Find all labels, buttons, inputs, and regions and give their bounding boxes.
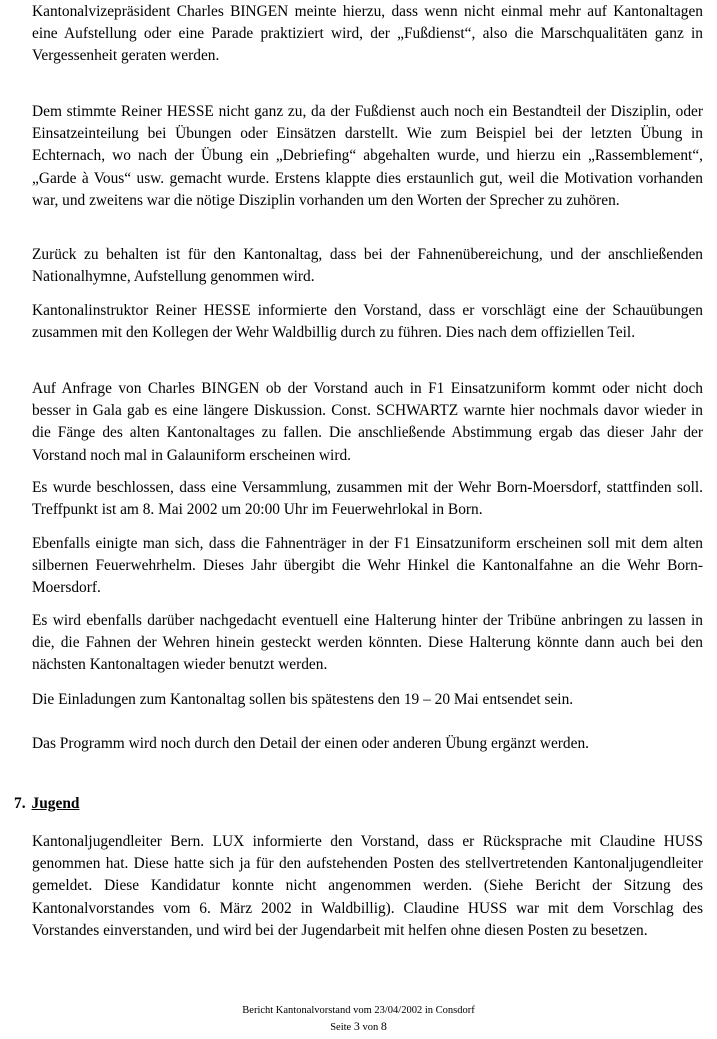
paragraph-5: Auf Anfrage von Charles BINGEN ob der Vorstand auch in F1 Einsatzuniform kommt oder nicht doch besser in Gala gab es eine längere Diskussion. Const. SCHWARTZ warnte hier nochmals davor wieder in die Fänge des alten Kantonaltages zu fallen. Die anschließende Abstimmung ergab das dieser Jahr der Vorstand noch mal in Galauniform erscheinen wird.: [32, 380, 703, 464]
paragraph-1: Kantonalvizepräsident Charles BINGEN meinte hierzu, dass wenn nicht einmal mehr auf Kantonaltagen eine Aufstellung oder eine Parade praktiziert wird, der „Fußdienst“, also die Marschqualitäten ganz in Vergessenheit geraten werden.: [32, 3, 703, 65]
paragraph-9: Die Einladungen zum Kantonaltag sollen bis spätestens den 19 – 20 Mai entsendet sein.: [32, 691, 574, 708]
page-total: 8: [380, 1019, 387, 1033]
section-paragraph: Kantonaljugendleiter Bern. LUX informierte den Vorstand, dass er Rücksprache mit Claudine HUSS genommen hat. Diese hatte sich ja für den aufstehenden Posten des stellvertretenden Kantonaljugendleiter gemeldet. Diese Kandidatur konnte nicht angenommen werden. (Siehe Bericht der Sitzung des Kantonalvorstandes vom 6. März 2002 in Waldbillig). Claudine HUSS war mit dem Vorschlag des Vorstandes einverstanden, und wird bei der Jugendarbeit mit helfen ohne diesen Posten zu besetzen.: [32, 833, 703, 939]
page-current: 3: [353, 1019, 360, 1033]
paragraph-6: Es wurde beschlossen, dass eine Versammlung, zusammen mit der Wehr Born-Moersdorf, stattfinden soll. Treffpunkt ist am 8. Mai 2002 um 20:00 Uhr im Feuerwehrlokal in Born.: [32, 479, 703, 519]
page-label: Seite: [330, 1022, 352, 1033]
section-heading: [14, 793, 79, 815]
paragraph-10: Das Programm wird noch durch den Detail der einen oder anderen Übung ergänzt werden.: [32, 735, 590, 752]
paragraph-2: Dem stimmte Reiner HESSE nicht ganz zu, da der Fußdienst auch noch ein Bestandteil der Disziplin, oder Einsatzeinteilung bei Übungen oder Einsätzen darstellt. Wie zum Beispiel bei der letzten Übung in Echternach, wo nach der Übung ein „Debriefing“ abgehalten wurde, und hierzu ein „Rassemblement“, „Garde à Vous“ usw. gemacht wurde. Erstens klappte dies erstaunlich gut, weil die Motivation vorhanden war, und zweitens war die nötige Disziplin vorhanden um den Worten der Sprecher zu zuhören.: [32, 103, 703, 209]
section-number: 7.: [14, 795, 26, 812]
paragraph-7: Ebenfalls einigte man sich, dass die Fahnenträger in der F1 Einsatzuniform erscheinen soll mit dem alten silbernen Feuerwehrhelm. Dieses Jahr übergibt die Wehr Hinkel die Kantonalfahne an die Wehr Born-Moersdorf.: [32, 535, 703, 597]
footer-report-title: Bericht Kantonalvorstand vom 23/04/2002 in Consdorf: [242, 1005, 475, 1016]
paragraph-3: Zurück zu behalten ist für den Kantonaltag, dass bei der Fahnenübereichung, und der anschließenden Nationalhymne, Aufstellung genommen wird.: [32, 246, 703, 286]
paragraph-8: Es wird ebenfalls darüber nachgedacht eventuell eine Halterung hinter der Tribüne anbringen zu lassen in die, die Fahnen der Wehren hinein gesteckt werden könnten. Diese Halterung könnte dann auch bei den nächsten Kantonaltagen wieder benutzt werden.: [32, 612, 703, 674]
paragraph-4: Kantonalinstruktor Reiner HESSE informierte den Vorstand, dass er vorschlägt eine der Schauübungen zusammen mit den Kollegen der Wehr Waldbillig durch zu führen. Dies nach dem offiziellen Teil.: [32, 302, 703, 342]
section-title: Jugend: [31, 795, 80, 812]
page-separator: von: [362, 1022, 379, 1033]
footer-page-number: [0, 1019, 717, 1035]
